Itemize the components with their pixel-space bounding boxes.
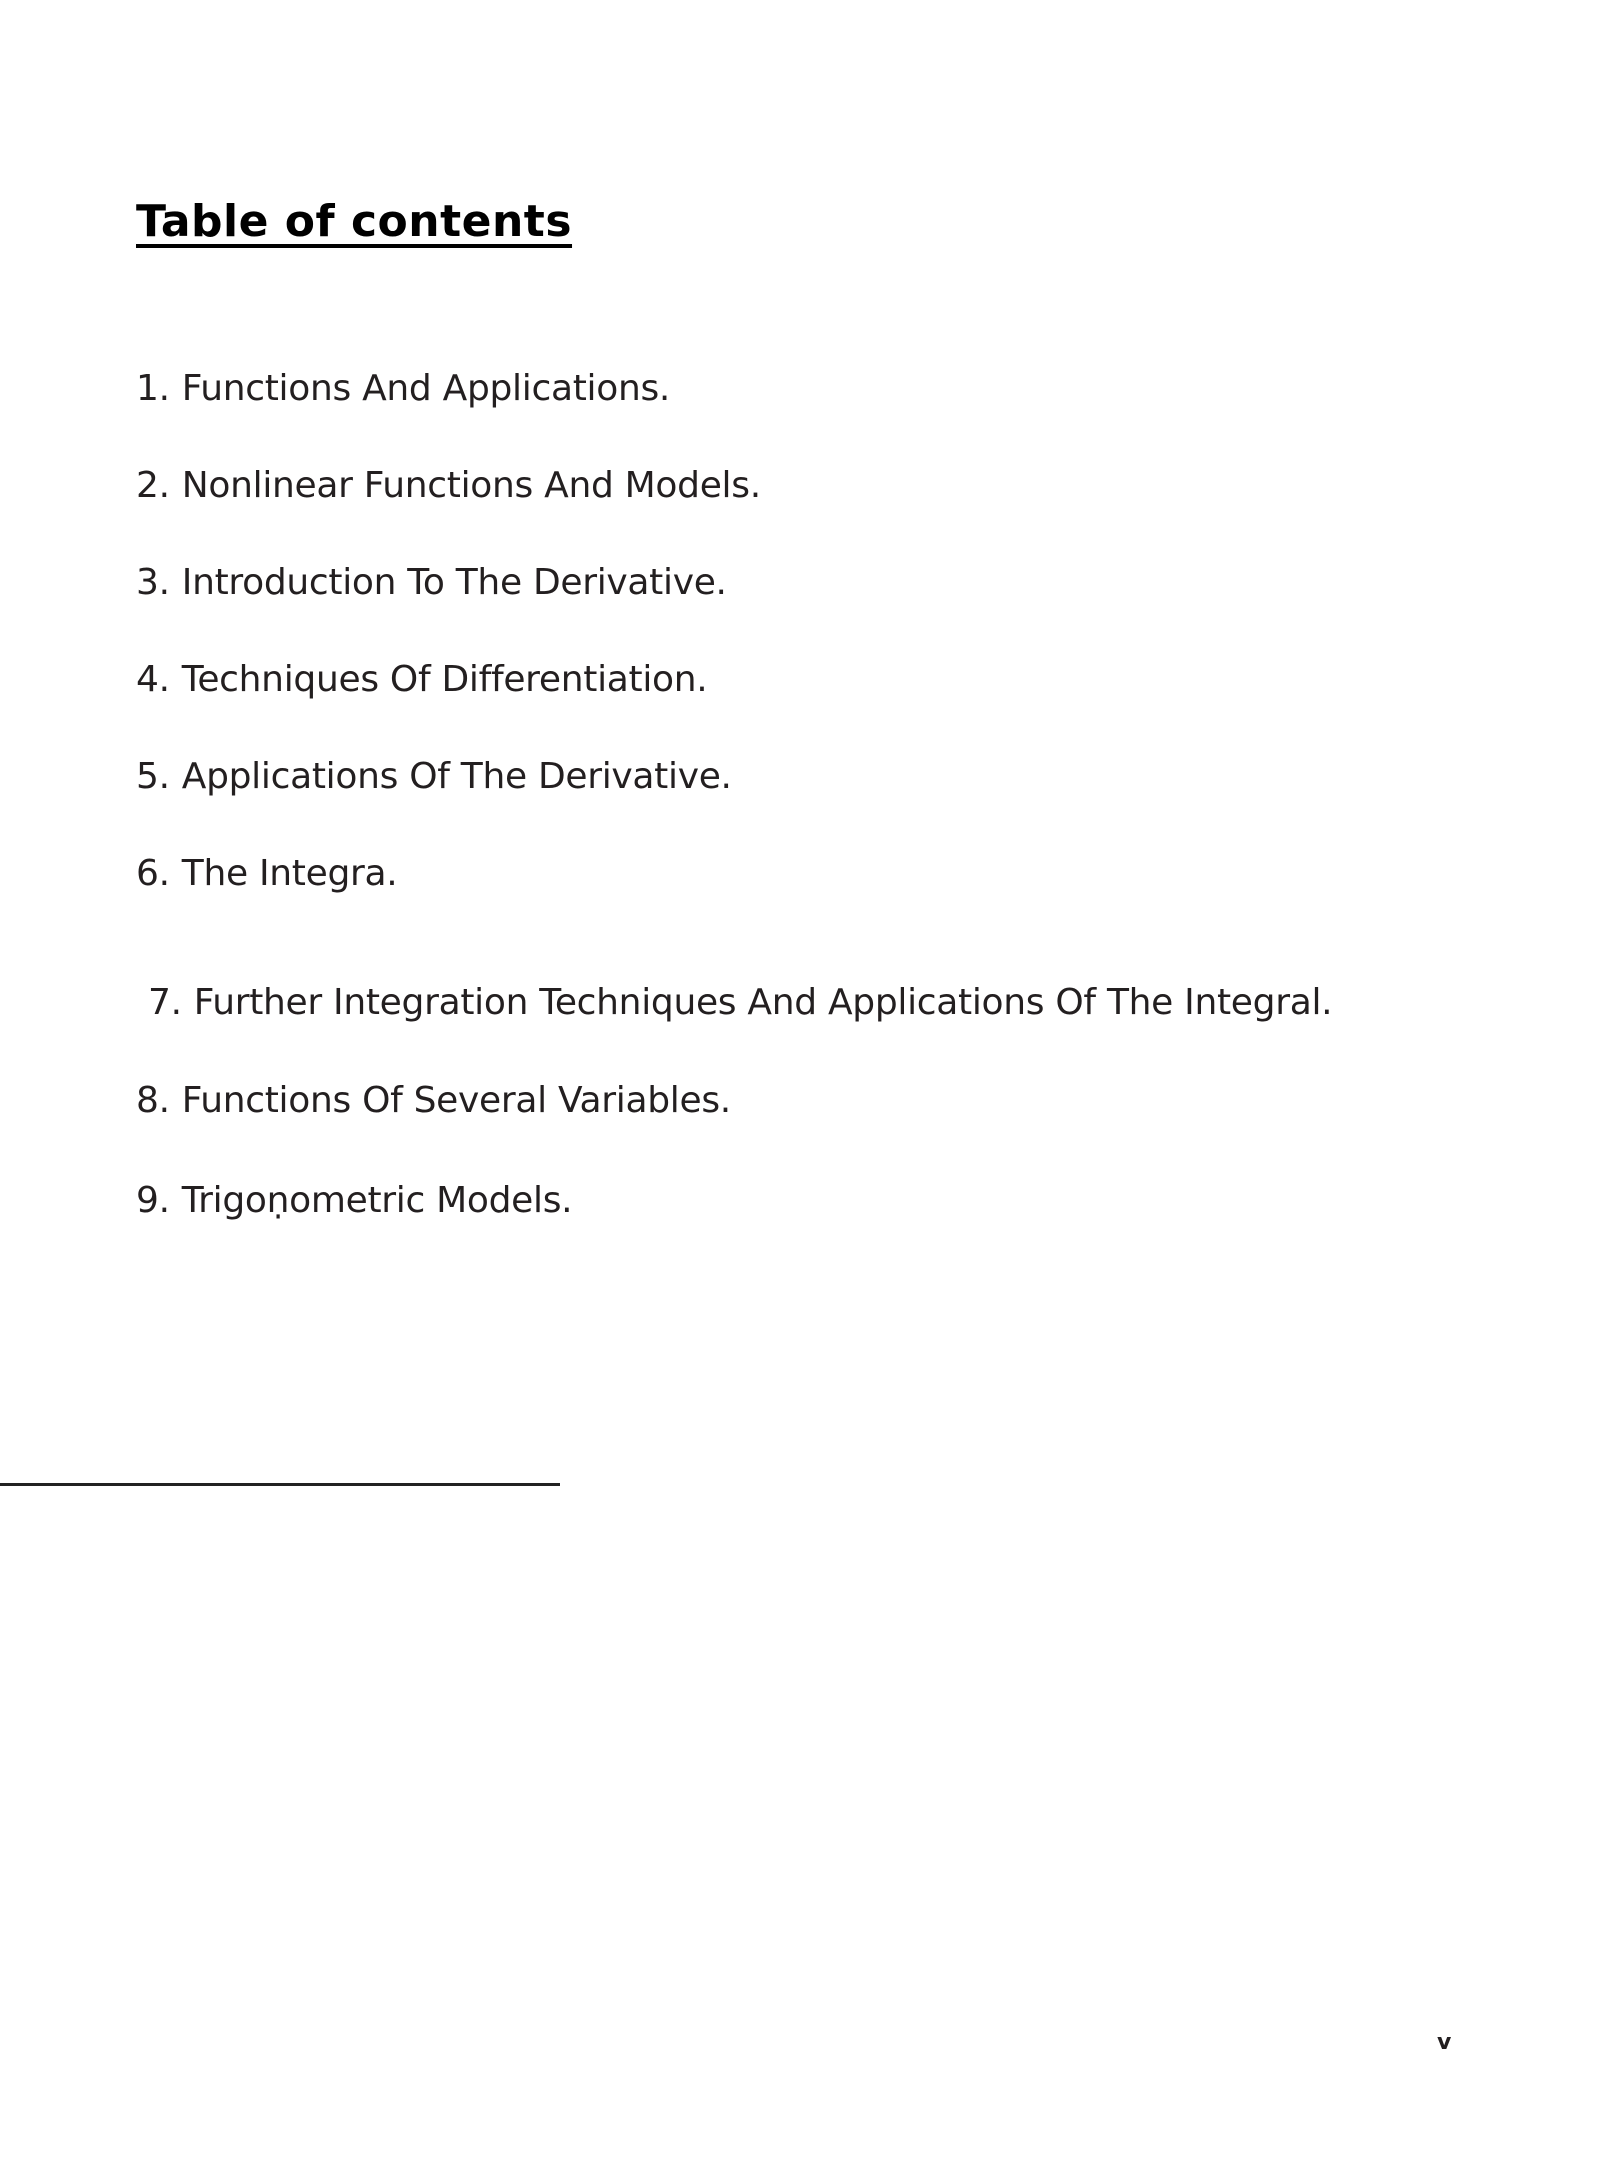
toc-entry-number: 6.: [136, 853, 170, 894]
toc-entry: [136, 465, 761, 506]
toc-entry: [136, 1080, 731, 1121]
page-number: v: [1437, 2030, 1452, 2055]
toc-entry-label: Introduction To The Derivative.: [181, 562, 727, 603]
toc-entry-number: 1.: [136, 368, 170, 409]
toc-entry-label: Techniques Of Differentiation.: [181, 659, 708, 700]
toc-entry-number: 8.: [136, 1080, 170, 1121]
toc-entry: [136, 756, 732, 797]
toc-entry-number: 5.: [136, 756, 170, 797]
toc-entry-label: Functions Of Several Variables.: [181, 1080, 731, 1121]
toc-entry-label: Applications Of The Derivative.: [181, 756, 732, 797]
toc-entry: [148, 982, 1333, 1023]
footnote-separator-rule: [0, 1483, 560, 1486]
toc-entry: [136, 562, 727, 603]
toc-entry: [136, 853, 398, 894]
toc-entry: [136, 659, 708, 700]
toc-entry: [136, 1180, 573, 1221]
toc-entry-number: 3.: [136, 562, 170, 603]
page-title: Table of contents: [136, 196, 573, 247]
toc-entry-label: Nonlinear Functions And Models.: [181, 465, 761, 506]
toc-entry: [136, 368, 671, 409]
toc-entry-label: The Integra.: [181, 853, 398, 894]
toc-entry-label: Functions And Applications.: [181, 368, 671, 409]
toc-entry-number: 9.: [136, 1180, 170, 1221]
toc-entry-number: 4.: [136, 659, 170, 700]
toc-entry-label: Further Integration Techniques And Applications Of The Integral.: [193, 982, 1333, 1023]
toc-entry-label: Trigoṇometric Models.: [181, 1180, 573, 1221]
toc-entry-number: 7.: [148, 982, 182, 1023]
toc-entry-number: 2.: [136, 465, 170, 506]
